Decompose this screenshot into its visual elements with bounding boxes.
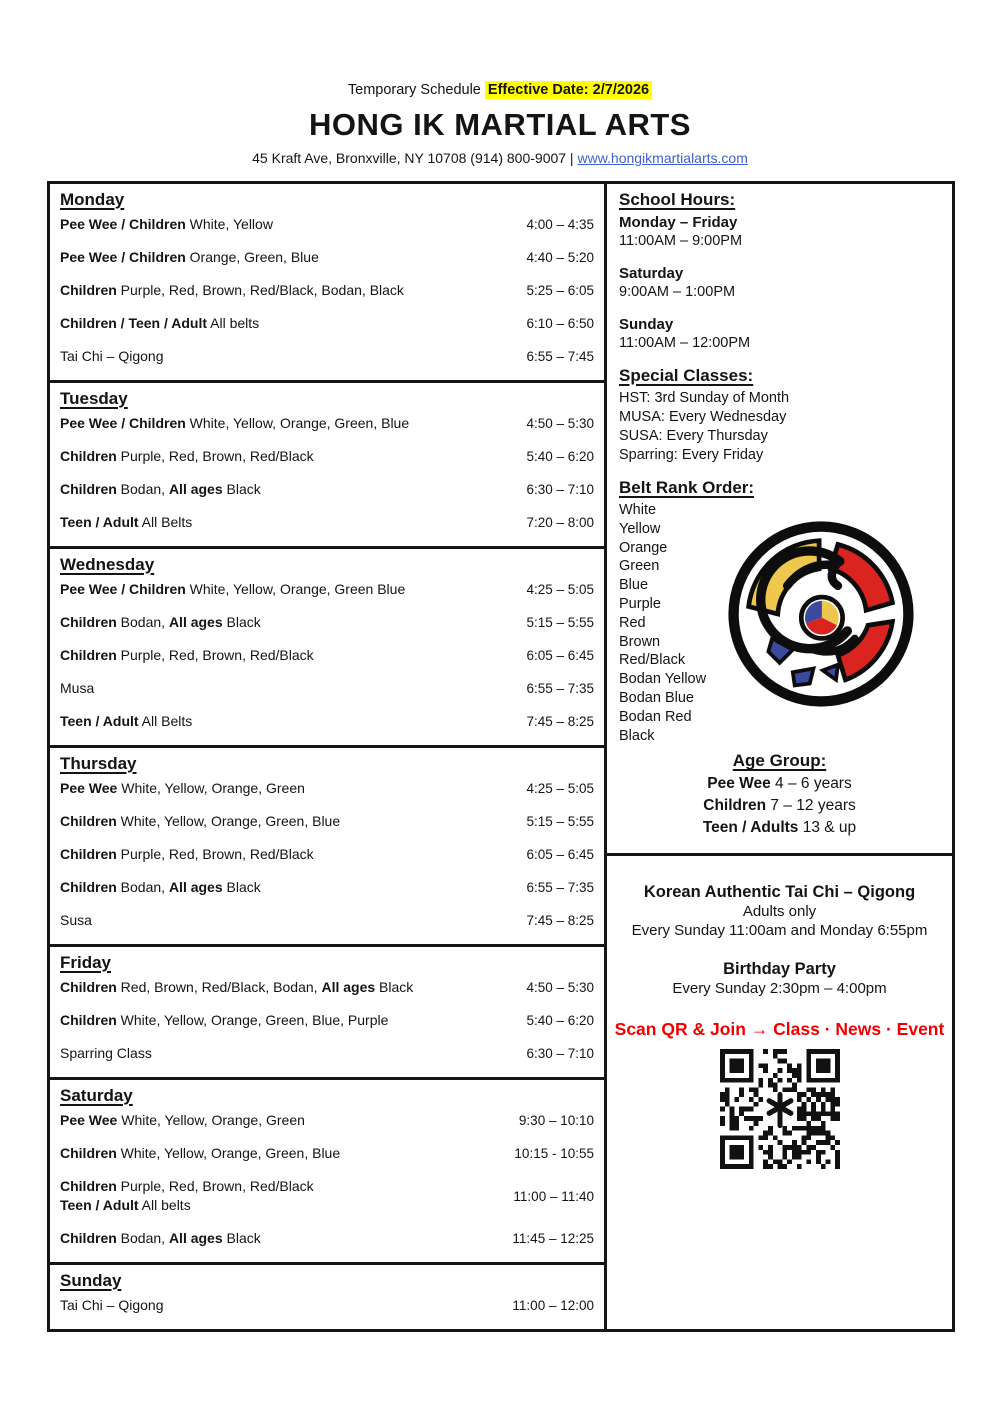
schedule-row <box>60 1044 594 1063</box>
special-class-item: HST: 3rd Sunday of Month <box>619 390 790 406</box>
class-label: Pee Wee / Children White, Yellow, Orange, Green, Blue <box>60 415 410 431</box>
schedule-row <box>60 779 594 798</box>
class-label: Children Purple, Red, Brown, Red/Black <box>60 448 314 464</box>
info-column <box>607 184 952 1329</box>
class-label: Tai Chi – Qigong <box>60 1297 164 1313</box>
class-label: Children Bodan, All ages Black <box>60 481 261 497</box>
schedule-row <box>60 646 594 665</box>
class-label: Susa <box>60 912 92 928</box>
class-label: Children / Teen / Adult All belts <box>60 315 260 331</box>
class-label: Pee Wee White, Yellow, Orange, Green <box>60 780 305 796</box>
belt-rank-item: Green <box>619 558 660 575</box>
class-time: 11:00 – 11:40 <box>513 1188 594 1204</box>
belt-rank-item: Red/Black <box>619 652 686 669</box>
belt-rank-item: Blue <box>619 577 649 594</box>
class-label: Children Purple, Red, Brown, Red/Black, Bodan, Black <box>60 282 404 298</box>
day-title: Monday <box>60 190 125 209</box>
class-label: Pee Wee White, Yellow, Orange, Green <box>60 1112 305 1128</box>
class-time: 6:55 – 7:35 <box>526 880 594 895</box>
age-group-section <box>619 751 940 845</box>
schedule-row <box>60 1229 594 1248</box>
class-label: Children White, Yellow, Orange, Green, Blue <box>60 1145 341 1161</box>
special-classes-list <box>619 389 940 465</box>
class-time: 7:20 – 8:00 <box>526 515 594 530</box>
special-class-item: SUSA: Every Thursday <box>619 428 768 444</box>
address-text: 45 Kraft Ave, Bronxville, NY 10708 (914) 800-9007 | <box>252 150 578 166</box>
age-group-entry: Children 7 – 12 years <box>703 797 856 815</box>
class-time: 6:55 – 7:35 <box>526 681 594 696</box>
age-group-entry: Teen / Adults 13 & up <box>702 819 857 837</box>
info-top-cell <box>607 184 952 856</box>
day-section-monday <box>50 184 604 383</box>
belt-rank-item: Yellow <box>619 520 661 537</box>
school-hours-section <box>619 190 940 353</box>
schedule-row <box>60 414 594 433</box>
schedule-row <box>60 281 594 300</box>
schedule-row <box>60 978 594 997</box>
qr-code <box>720 1049 840 1169</box>
special-classes-section <box>619 366 940 465</box>
pre-title: Temporary Schedule <box>347 82 481 98</box>
class-time: 5:40 – 6:20 <box>526 449 594 464</box>
tai-chi-schedule: Every Sunday 11:00am and Monday 6:55pm <box>631 922 928 940</box>
special-classes-title: Special Classes: <box>619 366 754 385</box>
class-time: 5:40 – 6:20 <box>526 1013 594 1028</box>
schedule-row <box>60 1296 594 1315</box>
address-line <box>0 150 1000 166</box>
schedule-row <box>60 911 594 930</box>
class-time: 4:50 – 5:30 <box>526 416 594 431</box>
tai-chi-title: Korean Authentic Tai Chi – Qigong <box>643 883 916 902</box>
class-label: Pee Wee / Children White, Yellow, Orange, Green Blue <box>60 581 406 597</box>
class-label: Children Purple, Red, Brown, Red/Black <box>60 647 314 663</box>
class-label: Teen / Adult All Belts <box>60 514 193 530</box>
belt-rank-item: Bodan Yellow <box>619 671 707 688</box>
day-title: Wednesday <box>60 555 155 574</box>
class-time: 4:25 – 5:05 <box>526 582 594 597</box>
class-label: Children Red, Brown, Red/Black, Bodan, All ages Black <box>60 979 414 995</box>
schedule-row <box>60 1111 594 1130</box>
website-link[interactable]: www.hongikmartialarts.com <box>577 150 748 166</box>
qr-caption: Scan QR & Join → Class · News · Event <box>614 1019 945 1040</box>
schedule-board <box>47 181 955 1332</box>
schedule-row <box>60 513 594 532</box>
day-section-wednesday <box>50 549 604 748</box>
day-section-friday <box>50 947 604 1080</box>
schedule-row <box>60 580 594 599</box>
schedule-row <box>60 845 594 864</box>
schedule-row <box>60 613 594 632</box>
schedule-row <box>60 878 594 897</box>
schedule-row <box>60 812 594 831</box>
dragon-logo <box>723 520 919 708</box>
special-class-item: Sparring: Every Friday <box>619 447 764 463</box>
class-time: 6:30 – 7:10 <box>526 1046 594 1061</box>
class-label: Children Purple, Red, Brown, Red/Black <box>60 846 314 862</box>
class-time: 6:55 – 7:45 <box>526 349 594 364</box>
day-title: Saturday <box>60 1086 133 1105</box>
class-label: Pee Wee / Children Orange, Green, Blue <box>60 249 319 265</box>
tai-chi-subtitle: Adults only <box>742 903 817 921</box>
class-label: Tai Chi – Qigong <box>60 348 164 364</box>
birthday-section <box>613 959 946 998</box>
schedule-row <box>60 447 594 466</box>
class-label: Sparring Class <box>60 1045 152 1061</box>
class-label: Children White, Yellow, Orange, Green, Blue <box>60 813 341 829</box>
info-bottom-cell <box>607 856 952 1329</box>
day-title: Sunday <box>60 1271 122 1290</box>
page-header <box>0 82 1000 166</box>
class-time: 7:45 – 8:25 <box>526 913 594 928</box>
school-hours-entry: Monday – Friday 11:00AM – 9:00PM <box>619 214 743 249</box>
class-time: 9:30 – 10:10 <box>518 1113 594 1128</box>
class-time: 10:15 - 10:55 <box>514 1146 594 1161</box>
belt-rank-item: Brown <box>619 633 661 650</box>
class-time: 5:25 – 6:05 <box>526 283 594 298</box>
class-time: 6:05 – 6:45 <box>526 648 594 663</box>
class-label: Musa <box>60 680 95 696</box>
belt-rank-item: Black <box>619 727 655 744</box>
schedule-row <box>60 248 594 267</box>
day-title: Friday <box>60 953 112 972</box>
effective-date-highlight: Effective Date: 2/7/2026 <box>485 81 652 99</box>
schedule-row <box>60 480 594 499</box>
age-group-title: Age Group: <box>732 751 827 771</box>
day-title: Tuesday <box>60 389 128 408</box>
class-label: Teen / Adult All Belts <box>60 713 193 729</box>
schedule-row <box>60 712 594 731</box>
class-label: Children Purple, Red, Brown, Red/Black Teen / Adult All belts <box>60 1178 314 1213</box>
day-section-thursday <box>50 748 604 947</box>
birthday-title: Birthday Party <box>723 960 836 979</box>
class-time: 11:45 – 12:25 <box>512 1231 594 1246</box>
class-time: 4:25 – 5:05 <box>526 781 594 796</box>
class-label: Children White, Yellow, Orange, Green, Blue, Purple <box>60 1012 389 1028</box>
belt-rank-item: White <box>619 502 657 518</box>
class-time: 7:45 – 8:25 <box>526 714 594 729</box>
class-label: Children Bodan, All ages Black <box>60 614 261 630</box>
class-label: Pee Wee / Children White, Yellow <box>60 216 273 232</box>
schedule-row <box>60 314 594 333</box>
page-title: HONG IK MARTIAL ARTS <box>309 107 691 142</box>
schedule-row <box>60 215 594 234</box>
belt-rank-item: Purple <box>619 595 661 612</box>
class-time: 4:50 – 5:30 <box>526 980 594 995</box>
class-label: Children Bodan, All ages Black <box>60 1230 261 1246</box>
belt-rank-title: Belt Rank Order: <box>619 478 755 497</box>
school-hours-entry: Saturday 9:00AM – 1:00PM <box>619 265 736 300</box>
day-section-sunday <box>50 1265 604 1329</box>
schedule-row <box>60 1011 594 1030</box>
class-time: 5:15 – 5:55 <box>526 615 594 630</box>
schedule-row <box>60 1177 594 1215</box>
class-time: 5:15 – 5:55 <box>526 814 594 829</box>
belt-rank-item: Orange <box>619 539 668 556</box>
class-time: 4:00 – 4:35 <box>526 217 594 232</box>
schedule-row <box>60 679 594 698</box>
school-hours-title: School Hours: <box>619 190 736 209</box>
school-hours-entry: Sunday 11:00AM – 12:00PM <box>619 316 751 351</box>
belt-rank-item: Bodan Blue <box>619 689 694 706</box>
age-group-entry: Pee Wee 4 – 6 years <box>707 775 852 793</box>
belt-rank-item: Bodan Red <box>619 708 692 725</box>
day-section-saturday <box>50 1080 604 1265</box>
belt-rank-item: Red <box>619 614 646 631</box>
days-column <box>50 184 607 1329</box>
belt-rank-section <box>619 478 940 745</box>
pre-title-line <box>0 82 1000 98</box>
class-time: 4:40 – 5:20 <box>526 250 594 265</box>
special-class-item: MUSA: Every Wednesday <box>619 409 787 425</box>
birthday-schedule: Every Sunday 2:30pm – 4:00pm <box>672 980 887 998</box>
day-title: Thursday <box>60 754 137 773</box>
class-time: 11:00 – 12:00 <box>512 1298 594 1313</box>
day-section-tuesday <box>50 383 604 549</box>
schedule-row <box>60 1144 594 1163</box>
schedule-row <box>60 347 594 366</box>
class-time: 6:30 – 7:10 <box>526 482 594 497</box>
class-time: 6:10 – 6:50 <box>526 316 594 331</box>
age-group-list <box>619 773 940 839</box>
class-time: 6:05 – 6:45 <box>526 847 594 862</box>
class-label: Children Bodan, All ages Black <box>60 879 261 895</box>
school-hours-list <box>619 213 940 353</box>
